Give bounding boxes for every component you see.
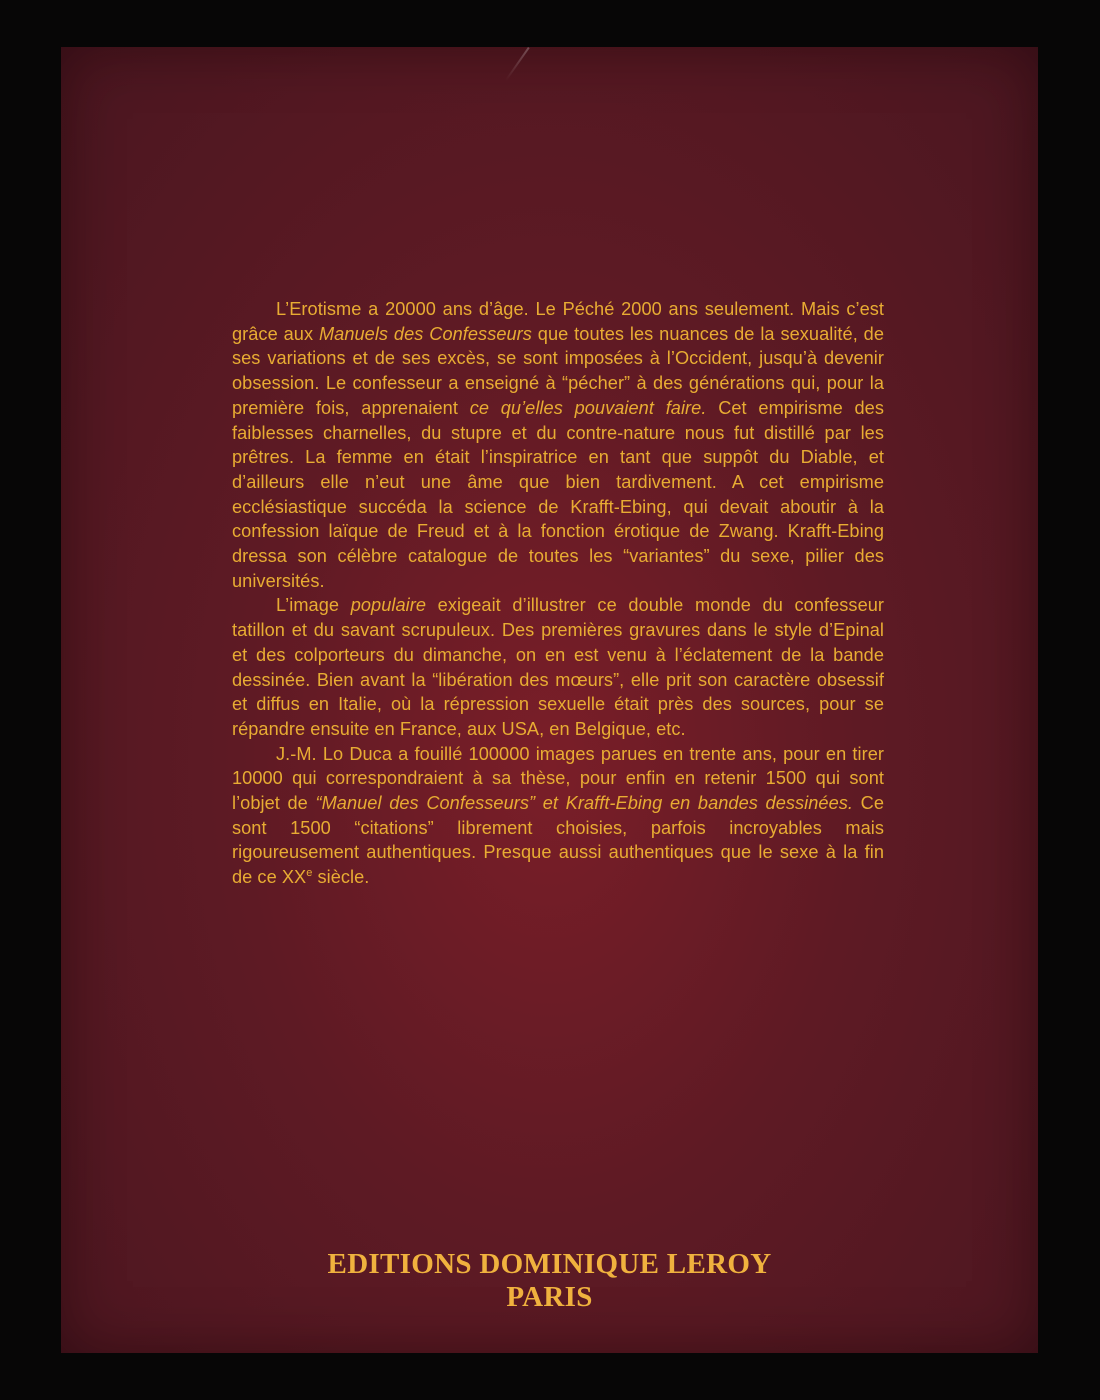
blurb-paragraph-2: L’image populaire exigeait d’illustrer ce double monde du confesseur tatillon et du savant scrupuleux. Des premières gravures dans le style d’Epinal et des colporteurs du dimanche, on en est venu à l’éclatement de la bande dessinée. Bien avant la “libération des mœurs”, elle prit son caractère obsessif et diffus en Italie, où la répression sexuelle était près des sources, pour se répandre ensuite en France, aux USA, en Belgique, etc. <box>232 595 885 739</box>
publisher-city: PARIS <box>506 1281 593 1313</box>
publisher-name: EDITIONS DOMINIQUE LEROY <box>327 1248 772 1280</box>
blurb-paragraph-3: J.-M. Lo Duca a fouillé 100000 images parues en trente ans, pour en tirer 10000 qui correspondraient à sa thèse, pour enfin en retenir 1500 qui sont l’objet de “Manuel des Confesseurs” et Krafft-Ebing en bandes dessinées. Ce sont 1500 “citations” librement choisies, parfois incroyables mais rigoureusement authentiques. Presque aussi authentiques que le sexe à la fin de ce XXe siècle. <box>232 743 884 888</box>
blurb-paragraph-1: L’Erotisme a 20000 ans d’âge. Le Péché 2000 ans seulement. Mais c’est grâce aux Manuels des Confesseurs que toutes les nuances de la sexualité, de ses variations et de ses excès, se sont imposées à l’Occident, jusqu’à devenir obsession. Le confesseur a enseigné à “pécher” à des générations qui, pour la première fois, apprenaient ce qu’elles pouvaient faire. Cet empirisme des faiblesses charnelles, du stupre et du contre-nature nous fut distillé par les prêtres. La femme en était l’inspiratrice en tant que suppôt du Diable, et d’ailleurs elle n’eut une âme que bien tardivement. A cet empirisme ecclésiastique succéda la science de Krafft-Ebing, qui devait aboutir à la confession laïque de Freud et à la fonction érotique de Zwang. Krafft-Ebing dressa son célèbre catalogue de toutes les “variantes” du sexe, pilier des universités. <box>232 299 884 591</box>
cover-blurb <box>232 297 884 890</box>
publisher-imprint <box>61 1248 1038 1314</box>
